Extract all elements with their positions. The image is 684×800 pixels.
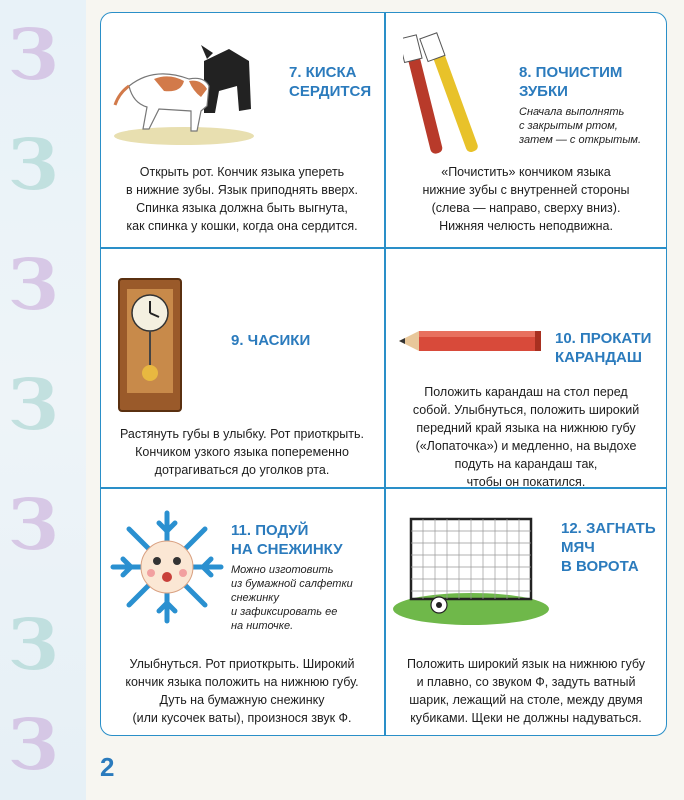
exercise-card-7 (101, 13, 383, 247)
exercise-note: Можно изготовить из бумажной салфетки снежинку и зафиксировать ее на ниточке. (231, 564, 353, 632)
decorative-letter-icon: З (8, 603, 59, 686)
decorative-letter-icon: З (8, 243, 59, 326)
exercise-description: Открыть рот. Кончик языка упереть в нижние зубы. Язык приподнять вверх. Спинка языка должна быть выгнута, как спинка у кошки, когда она сердится. (126, 165, 358, 233)
exercise-title: 7. КИСКА СЕРДИТСЯ (289, 64, 372, 100)
exercise-title: 12. ЗАГНАТЬ МЯЧ В ВОРОТА (561, 520, 656, 575)
decorative-letter-icon: З (8, 703, 59, 786)
exercise-description: Положить карандаш на стол перед собой. Улыбнуться, положить широкий передний край языка на нижнюю губу («Лопаточка») и медленно, на выдохе подуть на карандаш так, чтобы он покатился. (412, 385, 640, 489)
cat-and-dog-icon (109, 31, 259, 146)
exercise-description: Растянуть губы в улыбку. Рот приоткрыть. Кончиком узкого языка попеременно дотрагиваться до уголков рта. (119, 427, 364, 477)
exercise-title: 10. ПРОКАТИ КАРАНДАШ (555, 330, 652, 366)
exercise-title: 11. ПОДУЙ НА СНЕЖИНКУ (231, 522, 343, 558)
toothbrush-icon (403, 25, 503, 155)
exercise-note: Сначала выполнять с закрытым ртом, затем — с открытым. (519, 106, 642, 146)
decorative-letter-icon: З (8, 13, 59, 96)
exercise-title: 9. ЧАСИКИ (231, 332, 311, 349)
decorative-letter-icon: З (8, 363, 59, 446)
exercise-description: Положить широкий язык на нижнюю губу и плавно, со звуком Ф, задуть ватный шарик, лежащий на столе, между двумя кубиками. Щеки не должны надуваться. (407, 657, 645, 725)
pencil-icon (395, 319, 545, 359)
exercise-card-12 (385, 489, 667, 735)
exercise-description: «Почистить» кончиком языка нижние зубы с внутренней стороны (слева — направо, сверху вниз). Нижняя челюсть неподвижна. (422, 165, 630, 233)
soccer-goal-icon (391, 509, 551, 629)
snowflake-face-icon (109, 509, 225, 625)
exercise-grid (100, 12, 667, 736)
exercise-title: 8. ПОЧИСТИМ ЗУБКИ (519, 64, 623, 100)
exercise-description: Улыбнуться. Рот приоткрыть. Широкий кончик языка положить на нижнюю губу. Дуть на бумажную снежинку (или кусочек ваты), произнося звук Ф. (125, 657, 359, 725)
exercise-card-8 (385, 13, 667, 247)
decorative-letter-icon: З (8, 483, 59, 566)
decorative-side-strip (0, 0, 86, 800)
exercise-card-11 (101, 489, 383, 735)
decorative-letter-icon: З (8, 123, 59, 206)
pendulum-clock-icon (115, 275, 185, 415)
exercise-card-10 (385, 249, 667, 487)
page-number: 2 (100, 752, 115, 782)
exercise-card-9 (101, 249, 383, 487)
